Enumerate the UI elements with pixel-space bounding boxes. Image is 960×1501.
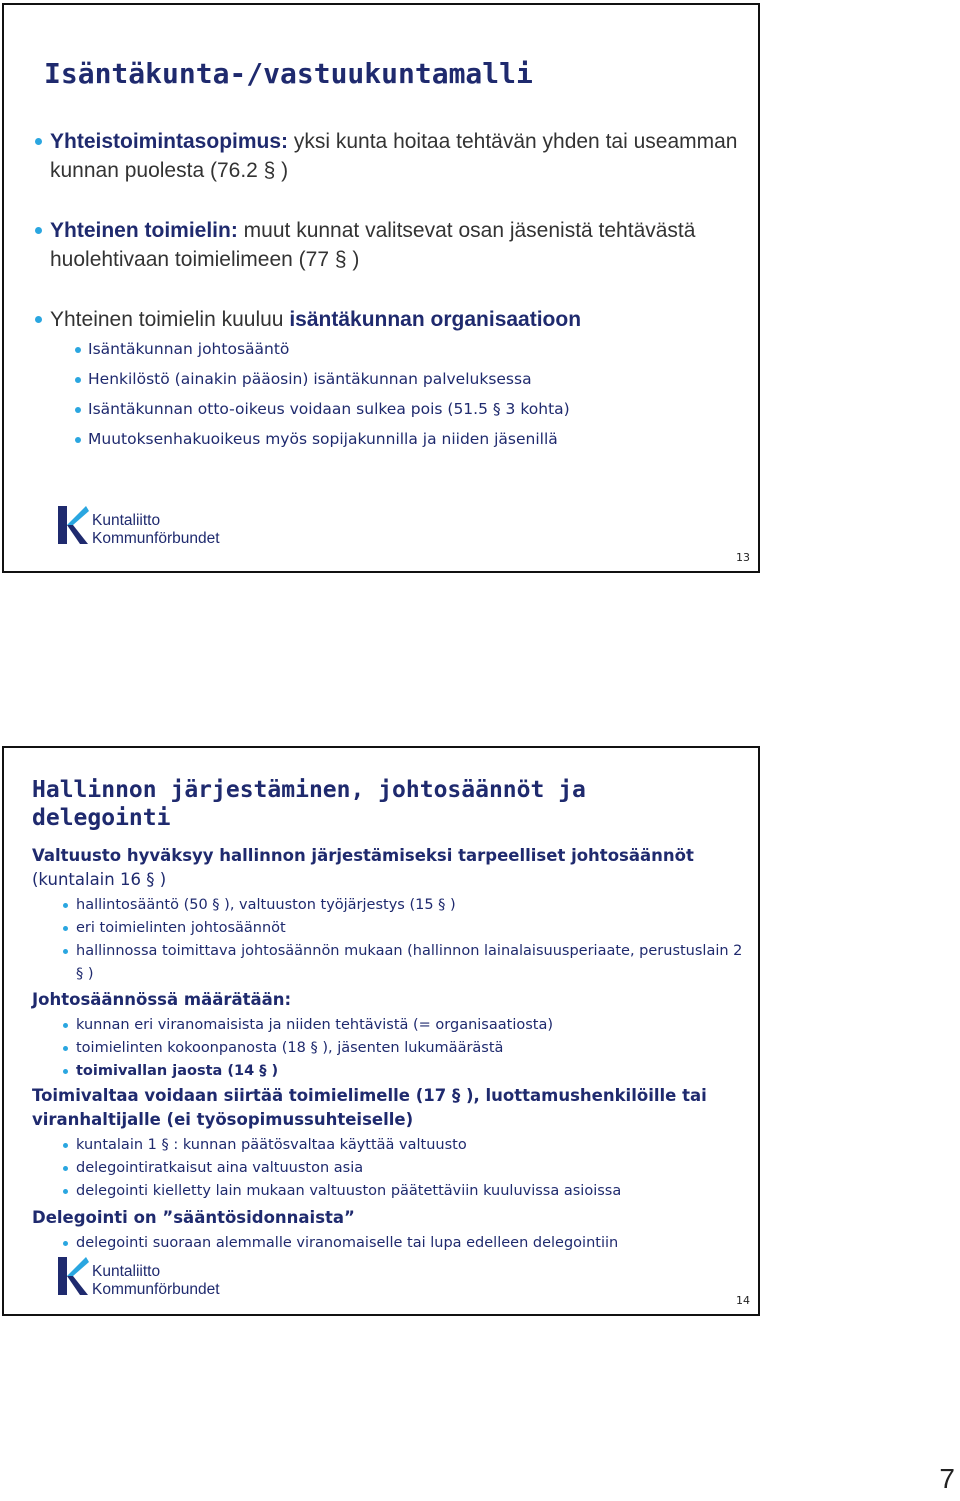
bullet-dot: [63, 1189, 68, 1194]
bullet-dot: [35, 316, 42, 323]
list-item: toimivallan jaosta (14 § ): [76, 1060, 278, 1083]
bullet-dot: [75, 377, 81, 383]
subbullet: Isäntäkunnan johtosääntö: [88, 339, 289, 359]
bullet-dot: [35, 227, 42, 234]
logo-text: Kuntaliitto Kommunförbundet: [92, 1263, 220, 1298]
list-item: toimielinten kokoonpanosta (18 § ), jäsenten lukumäärästä: [76, 1037, 503, 1060]
bullet-dot: [63, 1166, 68, 1171]
bullet-dot: [63, 926, 68, 931]
heading-toimivalta: Toimivaltaa voidaan siirtää toimielimelle (17 § ), luottamushenkilöille tai viranhaltijalle (ei työsopimussuhteiselle): [32, 1086, 707, 1129]
logo-text: Kuntaliitto Kommunförbundet: [92, 512, 220, 547]
slide-title: Hallinnon järjestäminen, johtosäännöt ja delegointi: [32, 777, 586, 831]
list-item: kuntalain 1 § : kunnan päätösvaltaa käyttää valtuusto: [76, 1134, 467, 1157]
bullet-dot: [75, 407, 81, 413]
kuntaliitto-logo: [56, 503, 220, 551]
bullet-yhteinen-toimielin: Yhteinen toimielin: muut kunnat valitsevat osan jäsenistä tehtävästä huolehtivaan toimielimeen (77 § ): [50, 216, 740, 274]
bullet-yhteistoimintasopimus: Yhteistoimintasopimus: yksi kunta hoitaa tehtävän yhden tai useamman kunnan puolesta (76.2 § ): [50, 127, 740, 185]
subbullet: Muutoksenhakuoikeus myös sopijakunnilla ja niiden jäsenillä: [88, 429, 558, 449]
slide-page-number: 14: [736, 1294, 750, 1307]
slide-page-number: 13: [736, 551, 750, 564]
list-item: delegointi kielletty lain mukaan valtuuston päätettäviin kuuluvissa asioissa: [76, 1180, 621, 1203]
heading-valtuusto: Valtuusto hyväksyy hallinnon järjestämiseksi tarpeelliset johtosäännöt (kuntalain 16 § ): [32, 846, 694, 889]
list-item: hallinnossa toimittava johtosäännön mukaan (hallinnon lainalaisuusperiaate, perustuslain 2 § ): [76, 940, 746, 986]
bullet-dot: [63, 1046, 68, 1051]
list-item: delegointi suoraan alemmalle viranomaiselle tai lupa edelleen delegointiin: [76, 1232, 618, 1255]
bullet-dot: [63, 1241, 68, 1246]
bullet-dot: [63, 1023, 68, 1028]
bullet-isantakunnan-organisaatio: Yhteinen toimielin kuuluu isäntäkunnan organisaatioon: [50, 305, 740, 334]
bullet-dot: [63, 949, 68, 954]
subbullet: Henkilöstö (ainakin pääosin) isäntäkunnan palveluksessa: [88, 369, 532, 389]
slide-title: Isäntäkunta-/vastuukuntamalli: [44, 57, 533, 90]
bullet-dot: [75, 437, 81, 443]
heading-delegointi: Delegointi on ”sääntösidonnaista”: [32, 1208, 355, 1227]
list-item: eri toimielinten johtosäännöt: [76, 917, 286, 940]
kuntaliitto-logo-icon: [56, 1254, 90, 1298]
subbullet: Isäntäkunnan otto-oikeus voidaan sulkea pois (51.5 § 3 kohta): [88, 399, 570, 419]
list-item: delegointiratkaisut aina valtuuston asia: [76, 1157, 363, 1180]
bullet-dot: [63, 1069, 68, 1074]
list-item: kunnan eri viranomaisista ja niiden tehtävistä (= organisaatiosta): [76, 1014, 553, 1037]
document-page-number: 7: [939, 1463, 955, 1494]
bullet-dot: [75, 347, 81, 353]
kuntaliitto-logo: [56, 1254, 220, 1302]
kuntaliitto-logo-icon: [56, 503, 90, 547]
slide-13: [2, 3, 760, 573]
slide-14: [2, 746, 760, 1316]
list-item: hallintosääntö (50 § ), valtuuston työjärjestys (15 § ): [76, 894, 456, 917]
bullet-dot: [35, 138, 42, 145]
bullet-dot: [63, 903, 68, 908]
bullet-dot: [63, 1143, 68, 1148]
heading-johtosaannossa: Johtosäännössä määrätään:: [32, 990, 292, 1009]
